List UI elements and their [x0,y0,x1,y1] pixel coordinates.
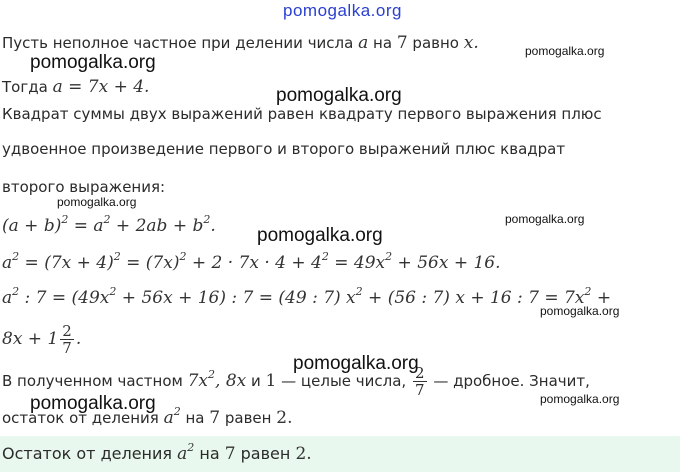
formula-part: = 49x [328,253,386,273]
math-x: x. [463,33,479,53]
math-one: 1 [265,371,277,391]
formula-part: + 56x + 16) : 7 = (49 : 7) x [116,288,356,308]
text-part: и [251,372,261,390]
watermark-top: pomogalka.org [283,1,402,20]
watermark: pomogalka.org [30,52,156,73]
formula-part: a [2,253,13,273]
solution-line-4: удвоенное произведение первого и второго выражений плюс квадрат [2,140,566,158]
exponent: 2 [321,250,329,263]
exponent: 2 [61,213,69,226]
text-part: на [185,409,205,427]
text-part: В полученном частном [2,372,183,390]
formula-square-of-sum [2,213,216,236]
formula-result [2,322,81,356]
solution-line-1 [2,33,479,53]
solution-line-3: Квадрат суммы двух выражений равен квадрату первого выражения плюс [2,105,602,123]
formula-division [2,285,612,308]
answer-box [0,436,680,472]
solution-line-2 [2,77,149,97]
exponent: 2 [113,250,121,263]
formula-part: + 2 · 7x · 4 + 4 [186,253,322,273]
watermark: pomogalka.org [505,212,585,226]
formula-part: + 56x + 16. [392,253,501,273]
formula-part: . [210,216,216,236]
text-part: остаток от деления [2,409,159,427]
exponent: 2 [355,285,363,298]
formula-a-squared [2,250,501,273]
exponent: 2 [12,250,20,263]
text-l2a: Тогда [2,78,48,96]
formula-part: + (56 : 7) x + 16 : 7 = 7x [362,288,585,308]
formula-part: + 2ab + b [110,216,204,236]
text-l1a: Пусть неполное частное при делении числа [2,34,354,52]
text-l1b: на [373,34,393,52]
exponent: 2 [179,250,187,263]
watermark: pomogalka.org [540,392,620,406]
watermark: pomogalka.org [293,353,419,374]
exponent: 2 [12,285,20,298]
math-remainder: 2. [295,444,312,464]
math-a-squared: $a^2$ [177,441,195,464]
fraction-numerator: 2 [414,364,425,382]
formula-part: (a + b) [2,216,62,236]
text-part: — целые числа, [281,372,407,390]
watermark: pomogalka.org [276,85,402,106]
math-a-eq: a = 7x + 4. [52,77,150,97]
math-seven: 7 [224,444,236,464]
exponent: 2 [109,285,117,298]
text-part: равен [240,444,291,463]
watermark: pomogalka.org [525,44,605,58]
text-part: на [199,444,220,463]
math-a: a [358,33,369,53]
solution-line-5: второго выражения: [2,178,166,196]
formula-part: a [2,288,13,308]
text-part: равен [224,409,272,427]
fraction-two-sevenths [60,323,74,356]
watermark: pomogalka.org [540,304,620,318]
text-part: — дробное. Значит, [433,372,590,390]
formula-part: = (7x + 4) [19,253,114,273]
fraction-denominator: 7 [62,339,72,357]
exponent: 2 [103,213,111,226]
text-part: Остаток от деления [2,444,173,463]
fraction-denominator: 7 [414,381,425,399]
formula-part: + [591,288,612,308]
watermark: pomogalka.org [57,195,137,209]
math-term-7x2: $7x^2$, 8x [187,368,247,391]
formula-part: . [75,329,82,349]
exponent: 2 [385,250,393,263]
math-a-squared: $a^2$ [163,405,181,428]
exponent: 2 [203,213,211,226]
text-l1c: равно [412,34,459,52]
formula-part: = (7x) [120,253,180,273]
answer-line [2,441,312,464]
math-seven: 7 [209,408,221,428]
fraction-numerator: 2 [62,322,72,340]
watermark: pomogalka.org [30,393,156,414]
math-seven: 7 [396,33,408,53]
math-remainder: 2. [276,408,293,428]
watermark: pomogalka.org [257,225,383,246]
exponent: 2 [584,285,592,298]
formula-part: 8x + 1 [2,329,59,349]
formula-part: = a [68,216,104,236]
formula-part: : 7 = (49x [19,288,110,308]
